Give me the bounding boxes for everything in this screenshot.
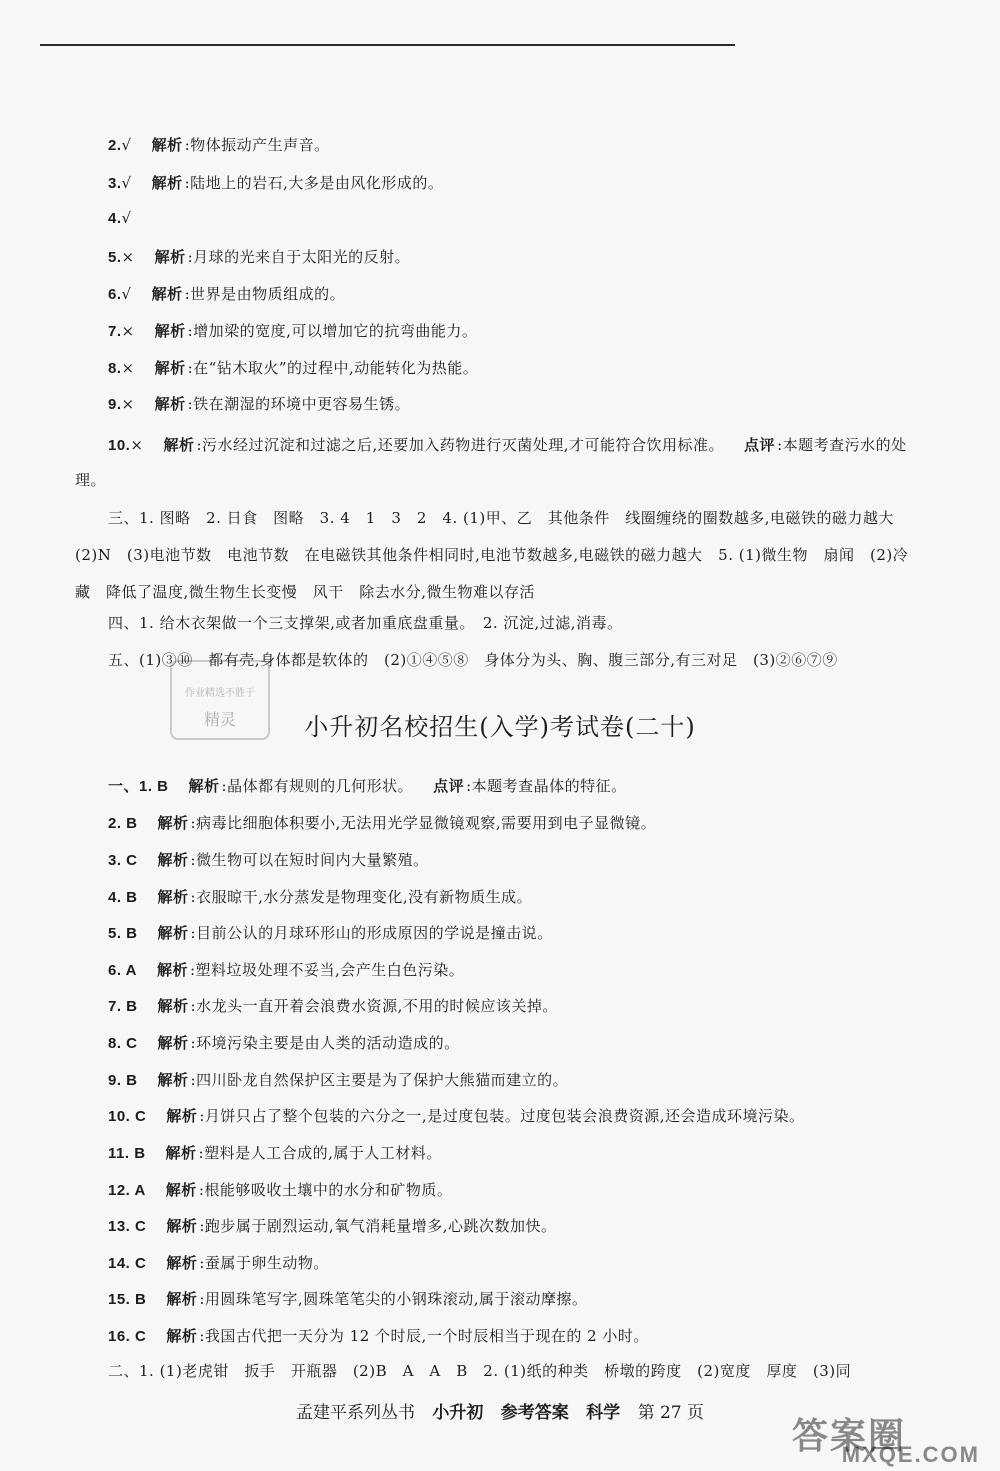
analysis-label: 解析 [154, 322, 186, 340]
analysis-label: 解析 [165, 1181, 197, 1199]
analysis-text: :病毒比细胞体积要小,无法用光学显微镜观察,需要用到电子显微镜。 [190, 814, 657, 832]
analysis-text: :用圆珠笔写字,圆珠笔笔尖的小钢珠滚动,属于滚动摩擦。 [199, 1290, 588, 1308]
answer-row [108, 1215, 556, 1236]
answer-number: 5. [108, 249, 122, 266]
analysis-text: :衣服晾干,水分蒸发是物理变化,没有新物质生成。 [190, 888, 533, 906]
answer-mark: × [121, 248, 135, 266]
answer-row [108, 849, 429, 870]
answer-number: 一、1. B [108, 778, 169, 795]
analysis-text: :污水经过沉淀和过滤之后,还要加入药物进行灭菌处理,才可能符合饮用标准。 [196, 436, 725, 454]
answer-mark: √ [121, 174, 132, 192]
answer-number: 13. C [108, 1218, 147, 1235]
footer-series: 孟建平系列丛书 [295, 1403, 415, 1423]
answer-number: 4. B [108, 889, 138, 906]
watermark-url: MXQE.COM [841, 1442, 980, 1467]
analysis-text: :世界是由物质组成的。 [184, 285, 346, 303]
answer-number: 7. [108, 323, 122, 340]
analysis-text: :塑料垃圾处理不妥当,会产生白色污染。 [189, 961, 465, 979]
answer-mark: √ [121, 209, 132, 227]
answer-number: 10. C [108, 1108, 147, 1125]
comment-text: :本题考查晶体的特征。 [466, 777, 627, 795]
analysis-label: 解析 [165, 1144, 197, 1162]
answer-row [108, 1252, 329, 1273]
analysis-text: :铁在潮湿的环境中更容易生锈。 [187, 395, 411, 413]
analysis-label: 解析 [154, 248, 186, 266]
answer-number: 3. [108, 175, 122, 192]
answer-number: 3. C [108, 852, 138, 869]
section-3-answers [75, 500, 915, 611]
answer-row [108, 1032, 460, 1053]
answer-row [108, 812, 656, 833]
analysis-text: :四川卧龙自然保护区主要是为了保护大熊猫而建立的。 [190, 1071, 569, 1089]
answer-row [108, 209, 132, 227]
answer-mark: × [121, 359, 135, 377]
answer-row [108, 1325, 649, 1346]
analysis-label: 解析 [166, 1217, 198, 1235]
answer-number: 9. [108, 396, 122, 413]
analysis-text: :跑步属于剧烈运动,氧气消耗量增多,心跳次数加快。 [199, 1217, 557, 1235]
answer-number: 4. [108, 210, 122, 227]
answer-row [108, 959, 464, 980]
answer-row-10 [75, 428, 915, 498]
answer-number: 6. [108, 286, 122, 303]
answer-row [108, 775, 627, 796]
analysis-text: :月饼只占了整个包装的六分之一,是过度包装。过度包装会浪费资源,还会造成环境污染。 [199, 1107, 805, 1125]
answer-number: 10. [108, 437, 131, 454]
analysis-label: 解析 [157, 924, 189, 942]
analysis-label: 解析 [166, 1290, 198, 1308]
answer-row [108, 320, 477, 341]
section-3-text: 三、1. 图略 2. 日食 图略 3. 4 1 3 2 4. (1)甲、乙 其他条件 线圈缠绕的圈数越多,电磁铁的磁力越大 (2)N (3)电池节数 电池节数 在电磁铁其他条件相同时,电池节数越多,电磁铁的磁力越大 5. (1)微生物 扇闻 (2)冷藏 降低了温度,微生物生长变慢 风干 除去水分,微生物难以存活 [75, 509, 910, 601]
answer-row [108, 283, 345, 304]
analysis-label: 解析 [151, 174, 183, 192]
answer-row [108, 1179, 452, 1200]
answer-number: 6. A [108, 962, 137, 979]
answer-number: 7. B [108, 998, 138, 1015]
answer-row [108, 1105, 804, 1126]
analysis-text: :根能够吸收土壤中的水分和矿物质。 [198, 1181, 453, 1199]
answer-row [108, 246, 410, 267]
analysis-label: 解析 [166, 1327, 198, 1345]
answer-row [108, 1288, 587, 1309]
answer-row [108, 886, 532, 907]
watermark-logo-text: 答案圈 [792, 1415, 907, 1456]
answer-number: 12. A [108, 1182, 146, 1199]
comment-label: 点评 [433, 777, 465, 795]
comment-label: 点评 [744, 436, 776, 454]
answer-number: 9. B [108, 1072, 138, 1089]
answer-row [108, 1069, 568, 1090]
answer-number: 2. [108, 137, 122, 154]
footer-kind: 参考答案 [500, 1403, 569, 1423]
analysis-label: 解析 [154, 395, 186, 413]
analysis-label: 解析 [157, 1034, 189, 1052]
analysis-label: 解析 [163, 436, 195, 454]
analysis-label: 解析 [151, 285, 183, 303]
analysis-text: :物体振动产生声音。 [184, 136, 330, 154]
analysis-text: :水龙头一直开着会浪费水资源,不用的时候应该关掉。 [190, 997, 558, 1015]
stamp-line-2: 精灵 [203, 710, 236, 729]
answer-mark: × [130, 436, 144, 454]
footer-subject: 科学 [586, 1403, 621, 1423]
answer-row [108, 172, 443, 193]
answer-row [108, 1142, 442, 1163]
answer-number: 11. B [108, 1145, 146, 1162]
analysis-text: :晶体都有规则的几何形状。 [221, 777, 414, 795]
analysis-text: :蚕属于卵生动物。 [199, 1254, 329, 1272]
section-2-answers: 二、1. (1)老虎钳 扳手 开瓶器 (2)B A A B 2. (1)纸的种类 桥墩的跨度 (2)宽度 厚度 (3)同 [108, 1362, 852, 1380]
exam-title: 小升初名校招生(入学)考试卷(二十) [304, 713, 696, 741]
site-watermark [792, 1408, 992, 1468]
answer-row [108, 995, 558, 1016]
footer-level: 小升初 [432, 1403, 484, 1423]
header-rule [40, 44, 735, 46]
answer-mark: × [121, 395, 135, 413]
analysis-label: 解析 [157, 814, 189, 832]
analysis-label: 解析 [157, 888, 189, 906]
analysis-label: 解析 [188, 777, 220, 795]
analysis-text: :塑料是人工合成的,属于人工材料。 [198, 1144, 442, 1162]
analysis-label: 解析 [156, 961, 188, 979]
analysis-text: :陆地上的岩石,大多是由风化形成的。 [184, 174, 444, 192]
answer-row [108, 393, 410, 414]
answer-mark: × [121, 322, 135, 340]
section-5-answers: 五、(1)③⑩ 都有壳,身体都是软体的 (2)①④⑤⑧ 身体分为头、胸、腹三部分,有三对足 (3)②⑥⑦⑨ [108, 651, 838, 669]
comment-text: :本题考查污水的处理。 [75, 436, 907, 489]
stamp-line-1: 作业精选不胜于 [185, 688, 255, 699]
answer-row [108, 357, 478, 378]
answer-number: 8. C [108, 1035, 138, 1052]
analysis-label: 解析 [157, 851, 189, 869]
analysis-text: :月球的光来自于太阳光的反射。 [187, 248, 411, 266]
analysis-text: :环境污染主要是由人类的活动造成的。 [190, 1034, 460, 1052]
answer-number: 16. C [108, 1328, 147, 1345]
answer-mark: √ [121, 136, 132, 154]
footer-page-number: 第 27 页 [637, 1403, 705, 1423]
answer-row [108, 922, 553, 943]
answer-number: 14. C [108, 1255, 147, 1272]
analysis-text: :目前公认的月球环形山的形成原因的学说是撞击说。 [190, 924, 553, 942]
analysis-label: 解析 [166, 1254, 198, 1272]
analysis-label: 解析 [157, 997, 189, 1015]
answer-row [108, 134, 330, 155]
section-4-answers: 四、1. 给木衣架做一个三支撑架,或者加重底盘重量。 2. 沉淀,过滤,消毒。 [108, 614, 623, 632]
answer-number: 2. B [108, 815, 138, 832]
analysis-text: :微生物可以在短时间内大量繁殖。 [190, 851, 429, 869]
analysis-label: 解析 [166, 1107, 198, 1125]
analysis-label: 解析 [154, 359, 186, 377]
analysis-text: :在“钻木取火”的过程中,动能转化为热能。 [187, 359, 479, 377]
answer-number: 8. [108, 360, 122, 377]
answer-mark: √ [121, 285, 132, 303]
analysis-label: 解析 [157, 1071, 189, 1089]
analysis-text: :增加梁的宽度,可以增加它的抗弯曲能力。 [187, 322, 478, 340]
analysis-label: 解析 [151, 136, 183, 154]
answer-number: 5. B [108, 925, 138, 942]
answer-number: 15. B [108, 1291, 147, 1308]
analysis-text: :我国古代把一天分为 12 个时辰,一个时辰相当于现在的 2 小时。 [199, 1327, 649, 1345]
